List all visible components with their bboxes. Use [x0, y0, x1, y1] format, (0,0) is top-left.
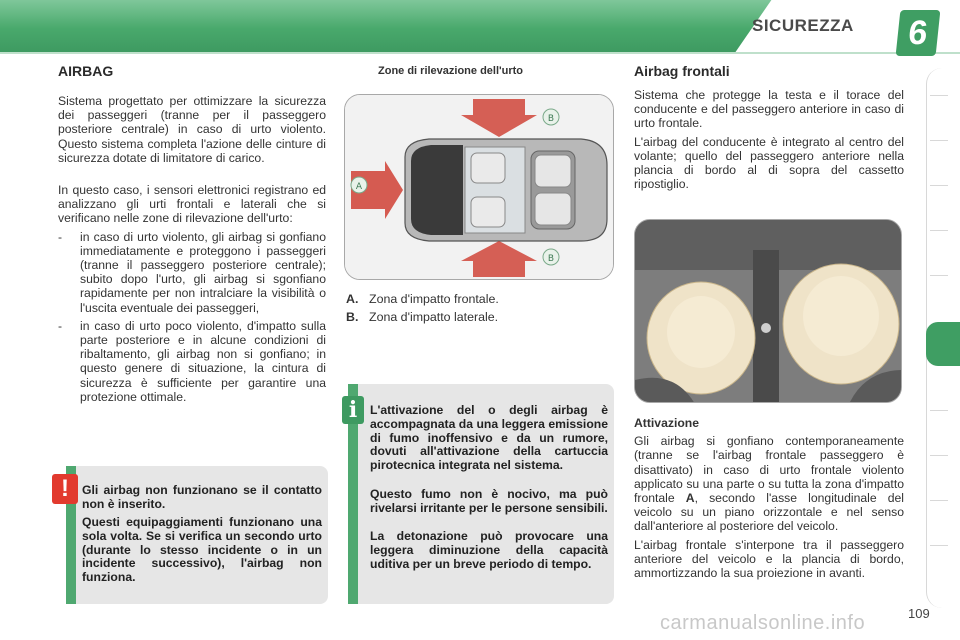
side-tab[interactable] [930, 500, 948, 501]
warning-title: Gli airbag non funzionano se il contatto non è inserito. [82, 483, 322, 511]
list-item [58, 319, 326, 404]
side-tab[interactable] [930, 95, 948, 96]
right-para-3 [634, 434, 904, 533]
side-tab[interactable] [930, 545, 948, 546]
side-tab[interactable] [930, 410, 948, 411]
list-item [58, 230, 326, 315]
section-title: SICUREZZA [752, 16, 854, 35]
legend-item-a [346, 290, 606, 308]
left-para-2: In questo caso, i sensori elettronici registrano ed analizzano gli urti frontali e laterali che si verificano nelle zone di rilevazione dell'urto: [58, 183, 326, 226]
legend-key: B. [346, 310, 359, 324]
side-tab-active[interactable] [926, 322, 960, 366]
list-text: in caso di urto poco violento, d'impatto sulla parte posteriore e in alcune condizioni di ribaltamento, gli airbag non si gonfiano; in questo genere di situazione, la cintura di sicurezza è sufficiente per garantire una protezione ottimale. [80, 318, 326, 404]
label-b-top: B [547, 114, 555, 124]
page-number: 109 [908, 606, 930, 621]
sub-heading-attivazione: Attivazione [634, 416, 700, 430]
list-dash: - [58, 318, 63, 333]
right-para-1: Sistema che protegge la testa e il torace del conducente e del passeggero anteriore in caso di urto frontale. [634, 88, 904, 131]
right-para-2: L'airbag del conducente è integrato al centro del volante; quello del passeggero anteriore nella plancia di bordo al di sopra del cassetto ripostiglio. [634, 134, 904, 192]
text-span: , secondo l'asse longitudinale del veicolo su un piano orizzontale e nel senso dall'anteriore al posteriore del veicolo. [634, 491, 904, 534]
side-tab[interactable] [930, 140, 948, 141]
list-dash: - [58, 229, 63, 244]
side-tab[interactable] [930, 230, 948, 231]
warning-body: Questi equipaggiamenti funzionano una sola volta. Se si verifica un secondo urto (durante lo stesso incidente o in un incidente successivo), l'airbag non funziona. [82, 515, 322, 585]
side-tab[interactable] [930, 275, 948, 276]
info-para-2: Questo fumo non è nocivo, ma può rivelarsi irritante per le persone sensibili. [370, 487, 608, 515]
info-icon: i [342, 396, 364, 424]
info-para-3: La detonazione può provocare una leggera diminuzione della capacità uditiva per un breve periodo di tempo. [370, 529, 608, 571]
frontal-airbag-photo [634, 219, 902, 403]
label-b-bottom: B [547, 254, 555, 264]
airbags-illustration [635, 220, 902, 403]
right-para-4: L'airbag frontale s'interpone tra il passeggero anteriore del veicolo e la plancia di bordo, ammortizzando la sua proiezione in avanti. [634, 537, 904, 581]
text-span: Gli airbag si gonfiano contemporaneamente (tranne se l'airbag frontale passeggero è disattivato) in caso di urto frontale violento applicato su una parte o su tutta la zona d'impatto frontale [634, 434, 904, 506]
chapter-badge: 6 [896, 10, 941, 56]
left-para-1: Sistema progettato per ottimizzare la sicurezza dei passeggeri (tranne per il passeggero posteriore centrale) in caso di urto violento. Questo sistema completa l'azione delle cinture di sicurezza dotate di limitatore di carico. [58, 94, 326, 165]
side-tab[interactable] [930, 185, 948, 186]
impact-zones-figure [344, 94, 614, 280]
heading-airbag-frontali: Airbag frontali [634, 63, 730, 79]
header-line [0, 52, 960, 54]
legend-text: Zona d'impatto laterale. [369, 310, 499, 324]
label-a: A [355, 182, 363, 192]
car-topview-illustration [345, 95, 614, 280]
legend-key: A. [346, 292, 359, 306]
list-text: in caso di urto violento, gli airbag si gonfiano immediatamente e proteggono i passeggeri (tranne il passeggero posteriore centrale); subito dopo l'urto, gli airbag si sgonfiano rapidamente per non intralciare la visibilità o l'uscita eventuale dei passeggeri, [80, 229, 326, 315]
exclamation-icon: ! [52, 474, 78, 504]
info-para-1: L'attivazione del o degli airbag è accompagnata da una leggera emissione di fumo inoffensivo e da un rumore, dovuti all'attivazione della cartuccia pirotecnica integrata nel sistema. [370, 403, 608, 473]
right-column-top [634, 88, 904, 191]
legend-text: Zona d'impatto frontale. [369, 292, 499, 306]
right-column-bottom [634, 416, 904, 580]
watermark: carmanualsonline.info [660, 612, 866, 634]
heading-airbag: AIRBAG [58, 63, 114, 79]
side-tab[interactable] [930, 455, 948, 456]
zone-key: A [685, 491, 695, 506]
figure-caption: Zone di rilevazione dell'urto [378, 65, 524, 77]
legend-item-b [346, 308, 606, 326]
figure-legend [346, 290, 606, 326]
left-column [58, 94, 326, 404]
